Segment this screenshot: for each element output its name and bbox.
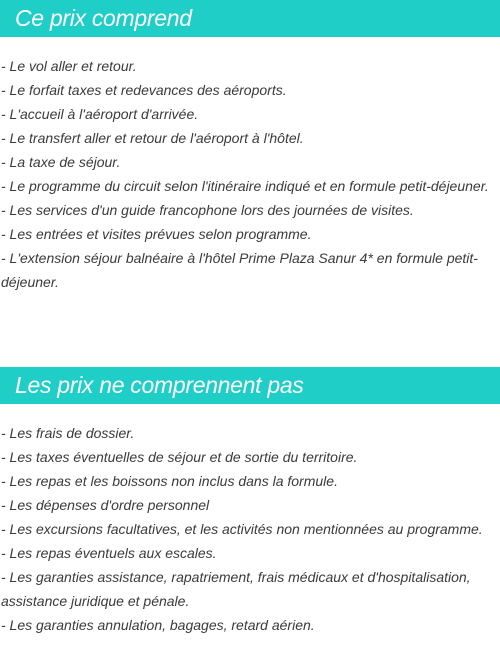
list-item: - Les excursions facultatives, et les activités non mentionnées au programme. xyxy=(1,521,483,537)
list-item: - Le forfait taxes et redevances des aéroports. xyxy=(1,82,287,98)
list-item: - Les repas éventuels aux escales. xyxy=(1,545,217,561)
excluded-list xyxy=(0,421,500,637)
list-item: - Les taxes éventuelles de séjour et de sortie du territoire. xyxy=(1,449,358,465)
list-item: - Les frais de dossier. xyxy=(1,425,135,441)
list-item: - Le programme du circuit selon l'itinéraire indiqué et en formule petit-déjeuner. xyxy=(1,178,489,194)
list-item: - La taxe de séjour. xyxy=(1,154,121,170)
excluded-section-header xyxy=(0,367,500,404)
list-item: - Le vol aller et retour. xyxy=(1,58,137,74)
list-item: - Les garanties annulation, bagages, retard aérien. xyxy=(1,617,315,633)
included-list xyxy=(0,54,500,294)
list-item: - Les entrées et visites prévues selon programme. xyxy=(1,226,312,242)
excluded-section-title: Les prix ne comprennent pas xyxy=(15,372,304,398)
list-item: - Le transfert aller et retour de l'aéroport à l'hôtel. xyxy=(1,130,304,146)
list-item: - Les repas et les boissons non inclus dans la formule. xyxy=(1,473,338,489)
included-section-title: Ce prix comprend xyxy=(15,5,192,31)
list-item: - Les garanties assistance, rapatriement, frais médicaux et d'hospitalisation, assistance juridique et pénale. xyxy=(1,569,471,609)
list-item: - L'accueil à l'aéroport d'arrivée. xyxy=(1,106,199,122)
included-section-header xyxy=(0,0,500,37)
list-item: - L'extension séjour balnéaire à l'hôtel Prime Plaza Sanur 4* en formule petit-déjeuner. xyxy=(1,250,478,290)
list-item: - Les dépenses d'ordre personnel xyxy=(1,497,210,513)
list-item: - Les services d'un guide francophone lors des journées de visites. xyxy=(1,202,414,218)
